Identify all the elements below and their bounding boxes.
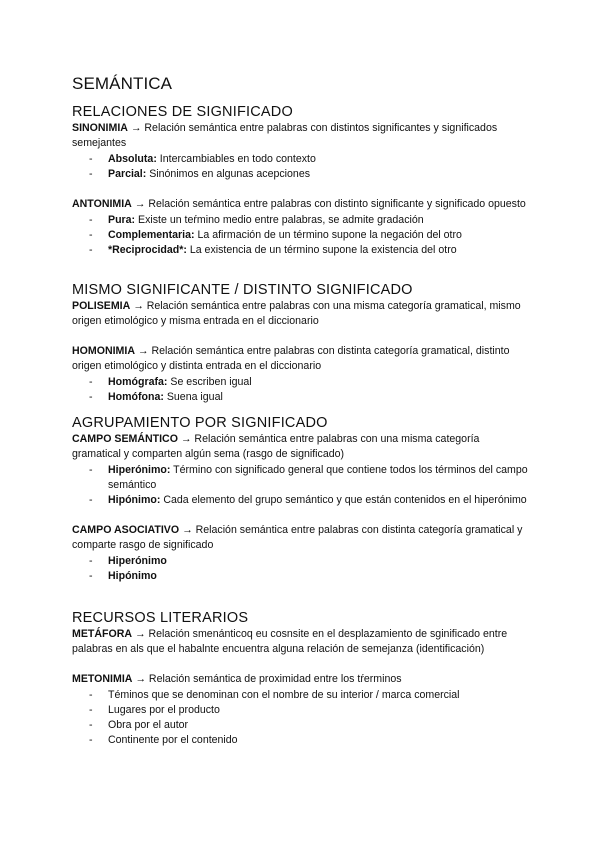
sub-list-item [72, 243, 528, 258]
arrow-glyph: → [134, 345, 152, 357]
sub-list-item [72, 493, 528, 508]
page-title: SEMÁNTICA [72, 74, 173, 93]
sub-list-item [72, 167, 528, 182]
sub-list [72, 463, 528, 508]
definition-body: Relación semántica entre palabras con una misma categoría gramatical y comparten algún sema (rasgo de significado) [72, 433, 480, 460]
sub-list-item [72, 718, 528, 733]
definition-entry [72, 523, 528, 584]
arrow-glyph: → [130, 300, 147, 312]
definition-entry [72, 344, 528, 405]
definition-body: Relación semántica entre palabras con distinta categoría gramatical, distinto origen etimológico y distinta entrada en el diccionario [72, 345, 510, 372]
definition-entry [72, 672, 528, 748]
spacer [72, 657, 528, 672]
sub-list-item [72, 152, 528, 167]
bullet-dash: - [89, 689, 93, 701]
sub-list [72, 213, 528, 258]
bullet-dash: - [89, 719, 93, 731]
definition-term: CAMPO SEMÁNTICO [72, 433, 178, 445]
sub-list-item [72, 390, 528, 405]
sub-list-item [72, 554, 528, 569]
definition-entry [72, 197, 528, 258]
definition-term: METÁFORA [72, 628, 133, 640]
item-text: Continente por el contenido [108, 734, 238, 746]
bullet-dash: - [89, 214, 93, 226]
spacer [72, 329, 528, 344]
definition-text [72, 627, 528, 657]
sub-list-item [72, 688, 528, 703]
spacer [72, 182, 528, 197]
section-heading: RECURSOS LITERARIOS [72, 610, 249, 626]
item-text: Existe un teŕmino medio entre palabras, se admite gradación [135, 214, 424, 226]
bullet-dash: - [89, 376, 93, 388]
section [72, 281, 528, 405]
arrow-glyph: → [131, 198, 149, 210]
item-label: *Reciprocidad*: [108, 244, 187, 256]
item-label: Parcial: [108, 168, 147, 180]
item-label: Absoluta: [108, 153, 157, 165]
bullet-dash: - [89, 734, 93, 746]
section [72, 414, 528, 584]
bullet-dash: - [89, 555, 93, 567]
definition-body: Relación semántica entre palabras con distinta categoría gramatical y comparte rasgo de significado [72, 524, 523, 551]
sub-list-item [72, 375, 528, 390]
item-label: Hipónimo: [108, 494, 161, 506]
arrow-glyph: → [132, 628, 149, 640]
arrow-glyph: → [177, 433, 195, 445]
bullet-dash: - [89, 229, 93, 241]
item-text: Lugares por el producto [108, 704, 220, 716]
arrow-glyph: → [132, 673, 149, 685]
definition-entry [72, 432, 528, 508]
sub-list [72, 554, 528, 584]
section [72, 103, 528, 258]
item-label: Complementaria: [108, 229, 195, 241]
sub-list-item [72, 703, 528, 718]
definition-text [72, 121, 528, 151]
section-heading: RELACIONES DE SIGNIFICADO [72, 104, 293, 120]
definition-term: HOMONIMIA [72, 345, 135, 357]
definition-body: Relación semántica de proximidad entre los tŕerminos [148, 673, 402, 685]
definition-term: SINONIMIA [72, 122, 128, 134]
bullet-dash: - [89, 153, 93, 165]
arrow-glyph: → [179, 524, 196, 536]
spacer [72, 508, 528, 523]
item-text: Cada elemento del grupo semántico y que están contenidos en el hiperónimo [160, 494, 527, 506]
definition-term: ANTONIMIA [72, 198, 132, 210]
definition-term: POLISEMIA [72, 300, 131, 312]
item-text: La existencia de un término supone la existencia del otro [186, 244, 457, 256]
item-label: Hiperónimo: [108, 464, 171, 476]
item-label: Pura: [108, 214, 136, 226]
definition-body: Relación semántica entre palabras con una misma categoría gramatical, mismo origen etimológico y misma entrada en el diccionario [72, 300, 521, 327]
sub-list [72, 152, 528, 182]
definition-body: Relación semántica entre palabras con distintos significantes y significados semejantes [72, 122, 498, 149]
definition-body: Relación semántica entre palabras con distinto significante y significado opuesto [148, 198, 526, 210]
section-heading: AGRUPAMIENTO POR SIGNIFICADO [72, 415, 328, 431]
item-text: Suena igual [163, 391, 223, 403]
item-label: Homófona: [108, 391, 164, 403]
item-text: Intercambiables en todo contexto [156, 153, 316, 165]
bullet-dash: - [89, 391, 93, 403]
definition-entry [72, 121, 528, 182]
definition-text [72, 299, 528, 329]
definition-term: CAMPO ASOCIATIVO [72, 524, 180, 536]
item-label: Hiperónimo [108, 555, 167, 567]
sub-list [72, 375, 528, 405]
sub-list-item [72, 213, 528, 228]
item-text: Sinónimos en algunas acepciones [146, 168, 311, 180]
definition-text [72, 523, 528, 553]
sub-list-item [72, 569, 528, 584]
sub-list [72, 688, 528, 748]
arrow-glyph: → [127, 122, 145, 134]
definition-term: METONIMIA [72, 673, 133, 685]
item-text: Téminos que se denominan con el nombre de su interior / marca comercial [108, 689, 460, 701]
item-text: Término con significado general que contiene todos los términos del campo semántico [108, 464, 528, 491]
section [72, 609, 528, 748]
bullet-dash: - [89, 570, 93, 582]
sub-list-item [72, 733, 528, 748]
section-heading: MISMO SIGNIFICANTE / DISTINTO SIGNIFICADO [72, 282, 413, 298]
bullet-dash: - [89, 244, 93, 256]
definition-entry [72, 299, 528, 329]
definition-text [72, 432, 528, 462]
bullet-dash: - [89, 494, 93, 506]
item-label: Homógrafa: [108, 376, 168, 388]
item-text: Se escriben igual [167, 376, 252, 388]
bullet-dash: - [89, 704, 93, 716]
definition-body: Relación smenánticoq eu cosnsite en el desplazamiento de sginificado entre palabras en als que el habalnte encuentra alguna relación de semejanza (identificación) [72, 628, 508, 655]
item-text: Obra por el autor [108, 719, 189, 731]
bullet-dash: - [89, 168, 93, 180]
definition-entry [72, 627, 528, 657]
item-text: La afirmación de un término supone la negación del otro [194, 229, 462, 241]
sub-list-item [72, 463, 528, 493]
definition-text [72, 344, 528, 374]
definition-text [72, 672, 528, 687]
definition-text [72, 197, 528, 212]
item-label: Hipónimo [108, 570, 157, 582]
bullet-dash: - [89, 464, 93, 476]
sub-list-item [72, 228, 528, 243]
